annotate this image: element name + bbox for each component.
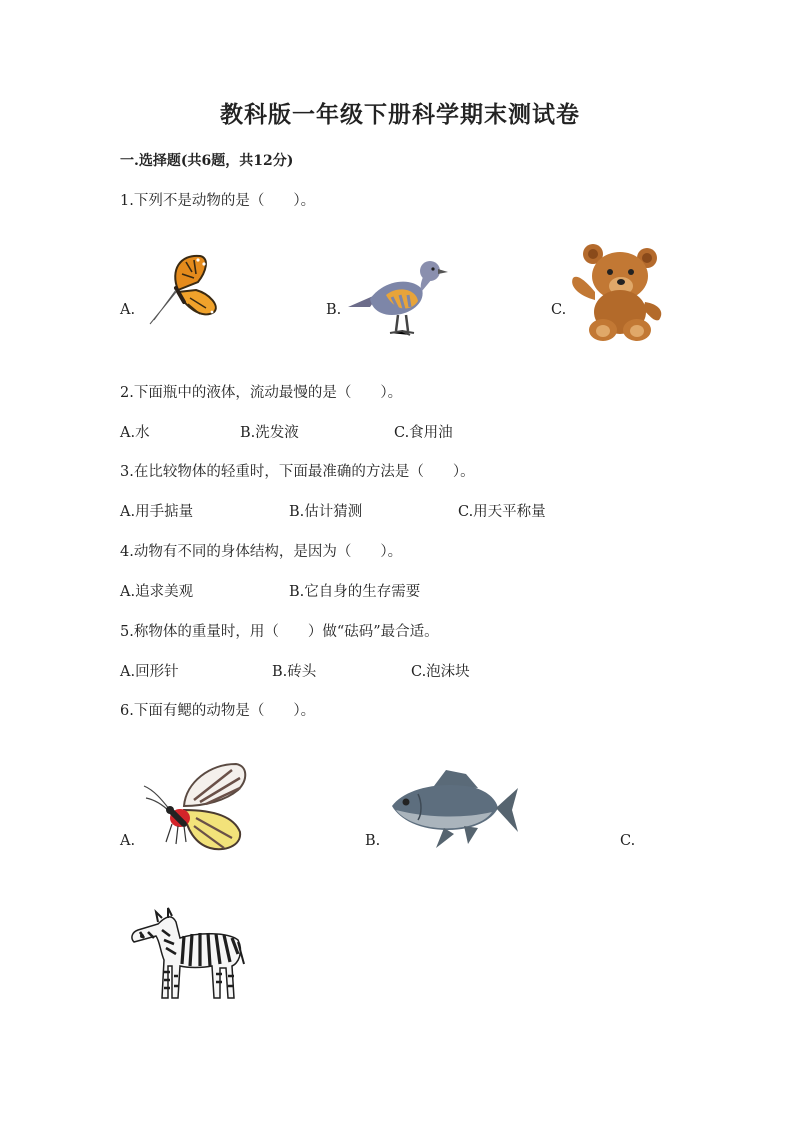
teddy-bear-icon xyxy=(565,240,670,342)
question-3: 3.在比较物体的轻重时，下面最准确的方法是（ ）。 xyxy=(120,464,475,480)
q6-option-a: A. xyxy=(120,833,136,849)
q1-option-b: B. xyxy=(326,302,342,318)
zebra-icon xyxy=(128,902,246,1000)
q5-option-c: C.泡沫块 xyxy=(411,664,470,680)
q3-option-a: A.用手掂量 xyxy=(120,504,194,520)
q2-option-b: B.洗发液 xyxy=(240,425,299,441)
page-title: 教科版一年级下册科学期末测试卷 xyxy=(220,101,580,128)
q3-option-b: B.估计猜测 xyxy=(289,504,363,520)
q2-option-c: C.食用油 xyxy=(394,425,453,441)
fish-icon xyxy=(388,768,520,850)
q2-option-a: A.水 xyxy=(120,425,150,441)
q1-option-c: C. xyxy=(551,302,567,318)
butterfly-icon xyxy=(140,760,255,855)
question-5: 5.称物体的重量时，用（ ）做“砝码”最合适。 xyxy=(120,624,439,640)
q6-option-b: B. xyxy=(365,833,381,849)
butterfly-icon xyxy=(140,250,225,330)
q6-option-c: C. xyxy=(620,833,636,849)
bird-icon xyxy=(340,255,450,340)
question-4: 4.动物有不同的身体结构，是因为（ ）。 xyxy=(120,544,403,560)
q4-option-a: A.追求美观 xyxy=(120,584,194,600)
q1-option-a: A. xyxy=(120,302,136,318)
q3-option-c: C.用天平称量 xyxy=(458,504,546,520)
q5-option-b: B.砖头 xyxy=(272,664,317,680)
q5-option-a: A.回形针 xyxy=(120,664,179,680)
question-2: 2.下面瓶中的液体，流动最慢的是（ ）。 xyxy=(120,385,403,401)
question-1: 1.下列不是动物的是（ ）。 xyxy=(120,193,316,209)
section-heading: 一.选择题(共6题，共12分) xyxy=(120,153,294,169)
q4-option-b: B.它自身的生存需要 xyxy=(289,584,421,600)
question-6: 6.下面有鳃的动物是（ ）。 xyxy=(120,703,316,719)
